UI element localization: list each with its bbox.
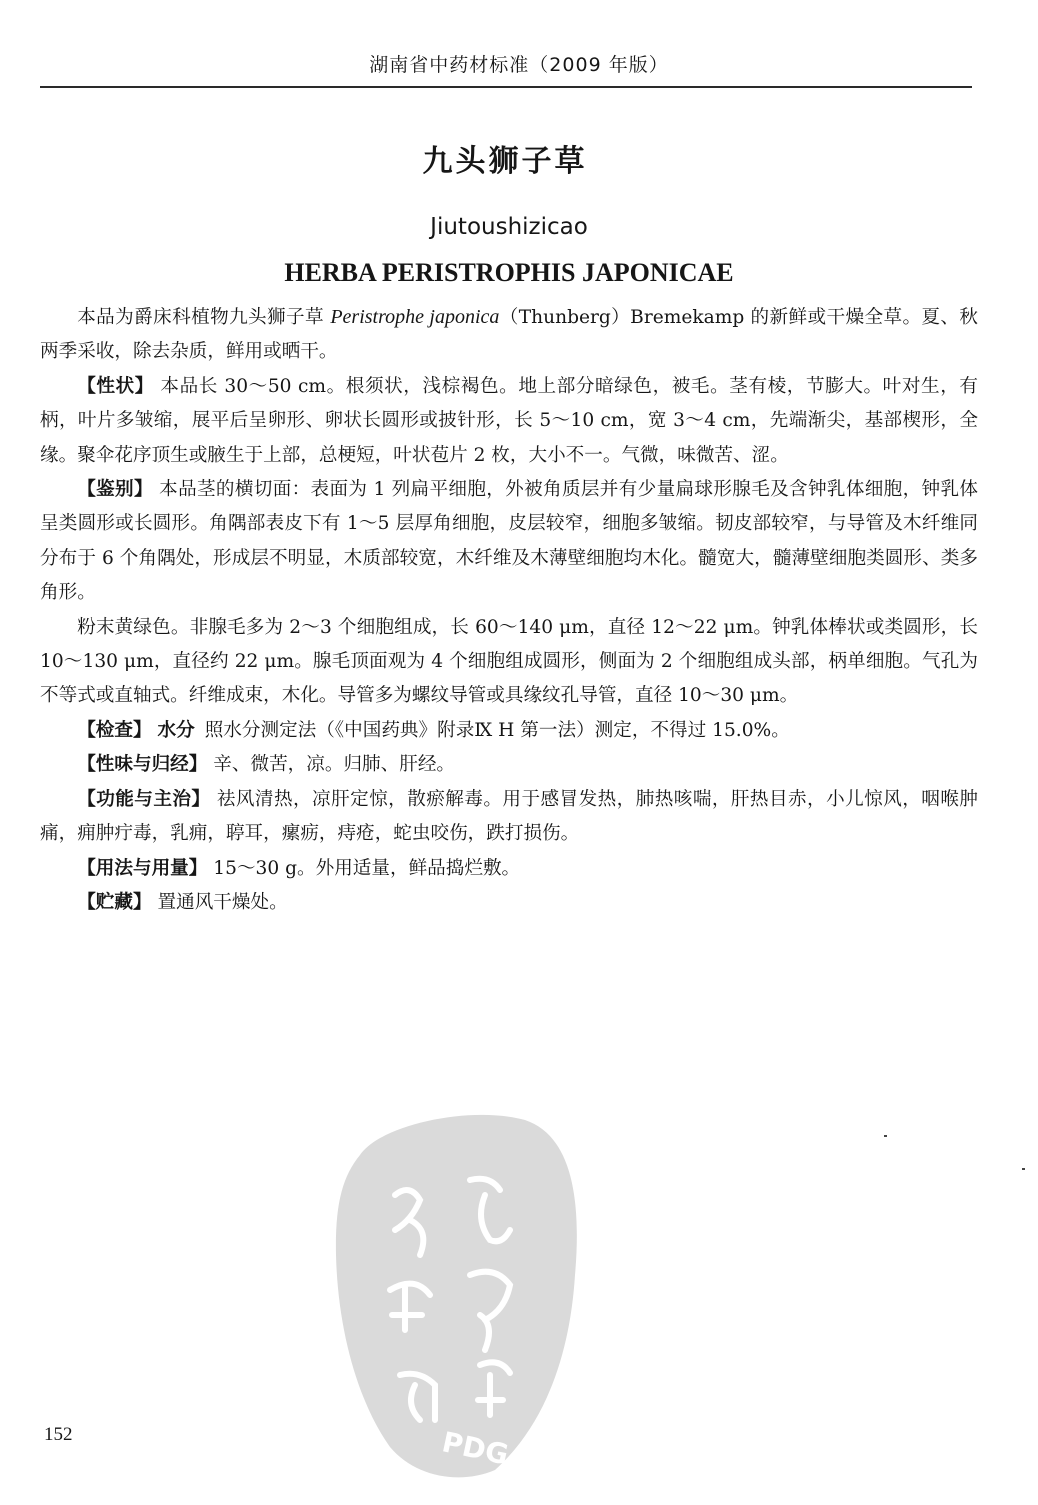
powder-text: 粉末黄绿色。非腺毛多为 2～3 个细胞组成，长 60～140 μm，直径 12～22 μm。钟乳体棒状或类圆形，长 10～130 μm，直径约 22 μm。腺毛顶面观为 4 个细胞组成圆形，侧面为 2 个细胞组成头部，柄单细胞。气孔为不等式或直轴式。纤维成束，木化。导管多为螺纹导管或具缘纹孔导管，直径 10～30 μm。 [40,616,978,707]
seal-watermark [320,1085,590,1485]
identification-label: 【鉴别】 [77,479,153,501]
identification-paragraph [40,473,978,611]
powder-paragraph [40,611,978,714]
storage-paragraph [40,886,978,920]
running-header: 湖南省中药材标准（2009 年版） [369,54,669,76]
scan-speck [884,1135,887,1137]
monograph-body [40,300,978,920]
identification-text: 本品茎的横切面：表面为 1 列扁平细胞，外被角质层并有少量扁球形腺毛及含钟乳体细胞，钟乳体呈类圆形或长圆形。角隅部表皮下有 1～5 层厚角细胞，皮层较窄，细胞多皱缩。韧皮部较窄，与导管及木纤维同分布于 6 个角隅处，形成层不明显，木质部较宽，木纤维及木薄壁细胞均木化。髓宽大，髓薄壁细胞类圆形、类多角形。 [40,479,978,604]
storage-label: 【贮藏】 [77,891,152,913]
latin-name: HERBA PERISTROPHIS JAPONICAE [284,258,734,287]
header-rule [40,86,972,88]
page-number: 152 [44,1424,73,1445]
storage-text: 置通风干燥处。 [157,891,288,913]
intro-paragraph [40,300,978,370]
usage-paragraph [40,852,978,886]
examination-paragraph [40,714,978,748]
examination-text: 照水分测定法（《中国药典》附录Ⅸ H 第一法）测定，不得过 15.0%。 [204,719,790,741]
seal-shape [336,1115,577,1477]
function-paragraph [40,783,978,852]
character-text: 本品长 30～50 cm。根须状，浅棕褐色。地上部分暗绿色，被毛。茎有棱，节膨大。叶对生，有柄，叶片多皱缩，展平后呈卵形、卵状长圆形或披针形，长 5～10 cm，宽 3～4 cm，先端渐尖，基部楔形，全缘。聚伞花序顶生或腋生于上部，总梗短，叶状苞片 2 枚，大小不一。气微，味微苦、涩。 [40,375,978,466]
property-label: 【性味与归经】 [77,754,208,776]
function-label: 【功能与主治】 [77,788,211,810]
usage-text: 15～30 g。外用适量，鲜品捣烂敷。 [213,857,521,879]
function-text: 祛风清热，凉肝定惊，散瘀解毒。用于感冒发热，肺热咳喘，肝热目赤，小儿惊风，咽喉肿痛，痈肿疔毒，乳痈，聤耳，瘰疬，痔疮，蛇虫咬伤，跌打损伤。 [40,788,978,845]
examination-label: 【检查】 [77,719,152,741]
character-label: 【性状】 [77,375,154,397]
property-text: 辛、微苦，凉。归肺、肝经。 [213,754,456,776]
pinyin-name: Jiutoushizicao [430,214,588,240]
moisture-label: 水分 [157,719,195,741]
scan-speck [1022,1168,1025,1170]
intro-post: （Thunberg）Bremekamp 的新鲜或干燥全草。夏、秋两季采收，除去杂质，鲜用或晒干。 [40,307,978,363]
usage-label: 【用法与用量】 [77,857,208,879]
character-paragraph [40,370,978,473]
property-paragraph [40,748,978,782]
intro-pre: 本品为爵床科植物九头狮子草 [77,307,331,328]
monograph-title: 九头狮子草 [422,144,588,179]
species-name: Peristrophe japonica [330,306,500,328]
watermark-text: PDG [439,1425,512,1472]
